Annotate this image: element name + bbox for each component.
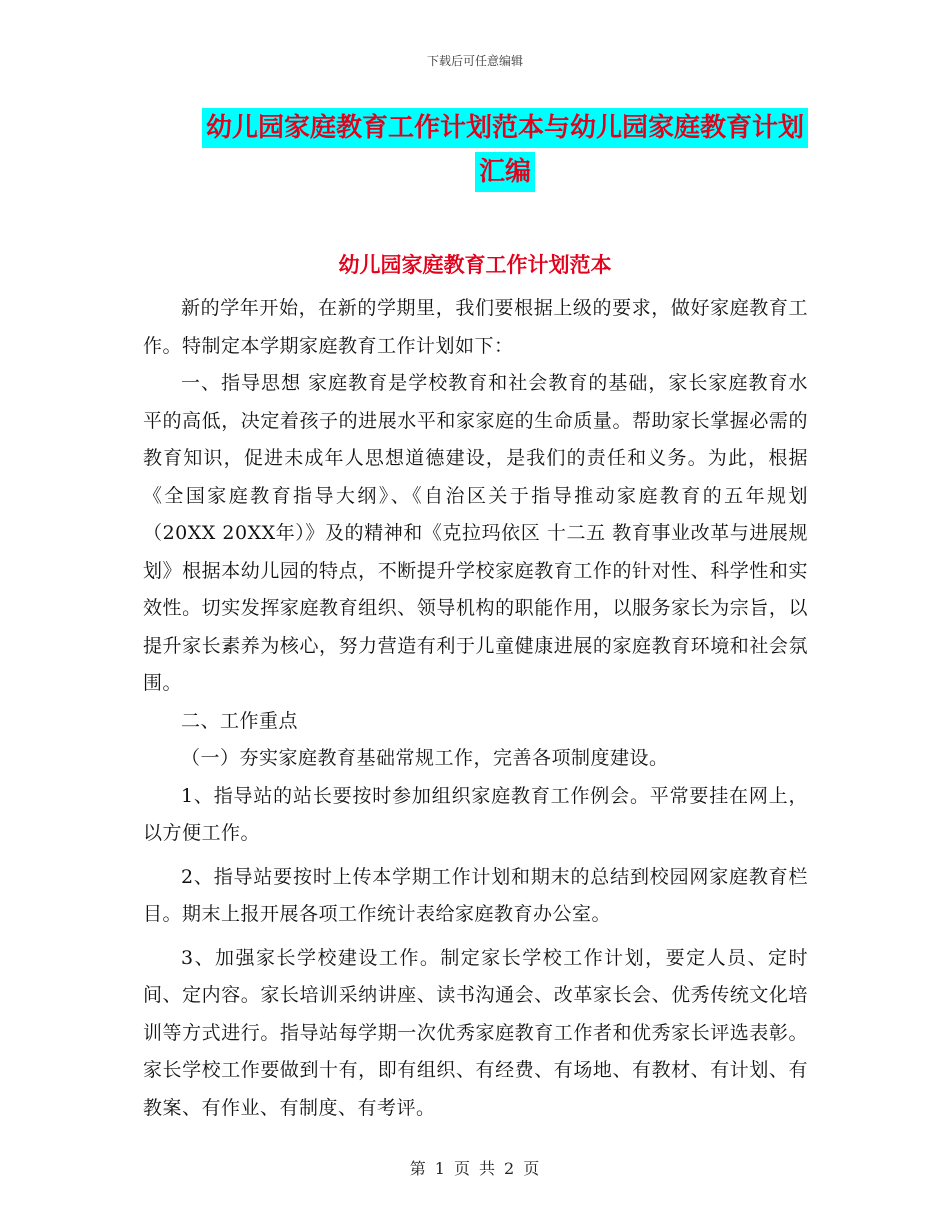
paragraph-item-1: 1、指导站的站长要按时参加组织家庭教育工作例会。平常要挂在网上，以方便工作。 [143, 784, 808, 844]
footer-suffix: 页 [523, 1159, 541, 1178]
footer-page-number: 1 [434, 1159, 446, 1178]
section-subtitle: 幼儿园家庭教育工作计划范本 [338, 252, 612, 277]
paragraph-intro: 新的学年开始，在新的学期里，我们要根据上级的要求，做好家庭教育工作。特制定本学期家庭教育工作计划如下： [143, 297, 808, 357]
document-body [143, 290, 808, 1127]
title-line-2: 汇编 [475, 152, 535, 192]
footer-total-pages: 2 [504, 1159, 516, 1178]
paragraph-guiding-thought: 一、指导思想 家庭教育是学校教育和社会教育的基础，家长家庭教育水平的高低，决定着孩子的进展水平和家家庭的生命质量。帮助家长掌握必需的教育知识，促进未成年人思想道德建设，是我们的责任和义务。为此，根据《全国家庭教育指导大纲》、《自治区关于指导推动家庭教育的五年规划（20XX 20XX年）》及的精神和《克拉玛依区 十二五 教育事业改革与进展规划》根据本幼儿园的特点，不断提升学校家庭教育工作的针对性、科学性和实效性。切实发挥家庭教育组织、领导机构的职能作用，以服务家长为宗旨，以提升家长素养为核心，努力营造有利于儿童健康进展的家庭教育环境和社会氛围。 [143, 372, 808, 694]
document-title [185, 108, 825, 192]
paragraph-item-2: 2、指导站要按时上传本学期工作计划和期末的总结到校园网家庭教育栏目。期末上报开展各项工作统计表给家庭教育办公室。 [143, 865, 808, 925]
footer-page-word: 页 [453, 1159, 471, 1178]
footer-total-word: 共 [479, 1159, 497, 1178]
page-footer [0, 1156, 950, 1179]
title-line-1: 幼儿园家庭教育工作计划范本与幼儿园家庭教育计划 [202, 108, 808, 148]
paragraph-subheading-1: （一）夯实家庭教育基础常规工作，完善各项制度建设。 [181, 747, 669, 769]
paragraph-item-3: 3、加强家长学校建设工作。制定家长学校工作计划，要定人员、定时间、定内容。家长培训采纳讲座、读书沟通会、改革家长会、优秀传统文化培训等方式进行。指导站每学期一次优秀家庭教育工作者和优秀家长评选表彰。家长学校工作要做到十有，即有组织、有经费、有场地、有教材、有计划、有教案、有作业、有制度、有考评。 [143, 946, 808, 1119]
footer-prefix: 第 [409, 1159, 427, 1178]
page-header-note: 下载后可任意编辑 [426, 54, 523, 68]
paragraph-work-focus-heading: 二、工作重点 [181, 709, 299, 732]
